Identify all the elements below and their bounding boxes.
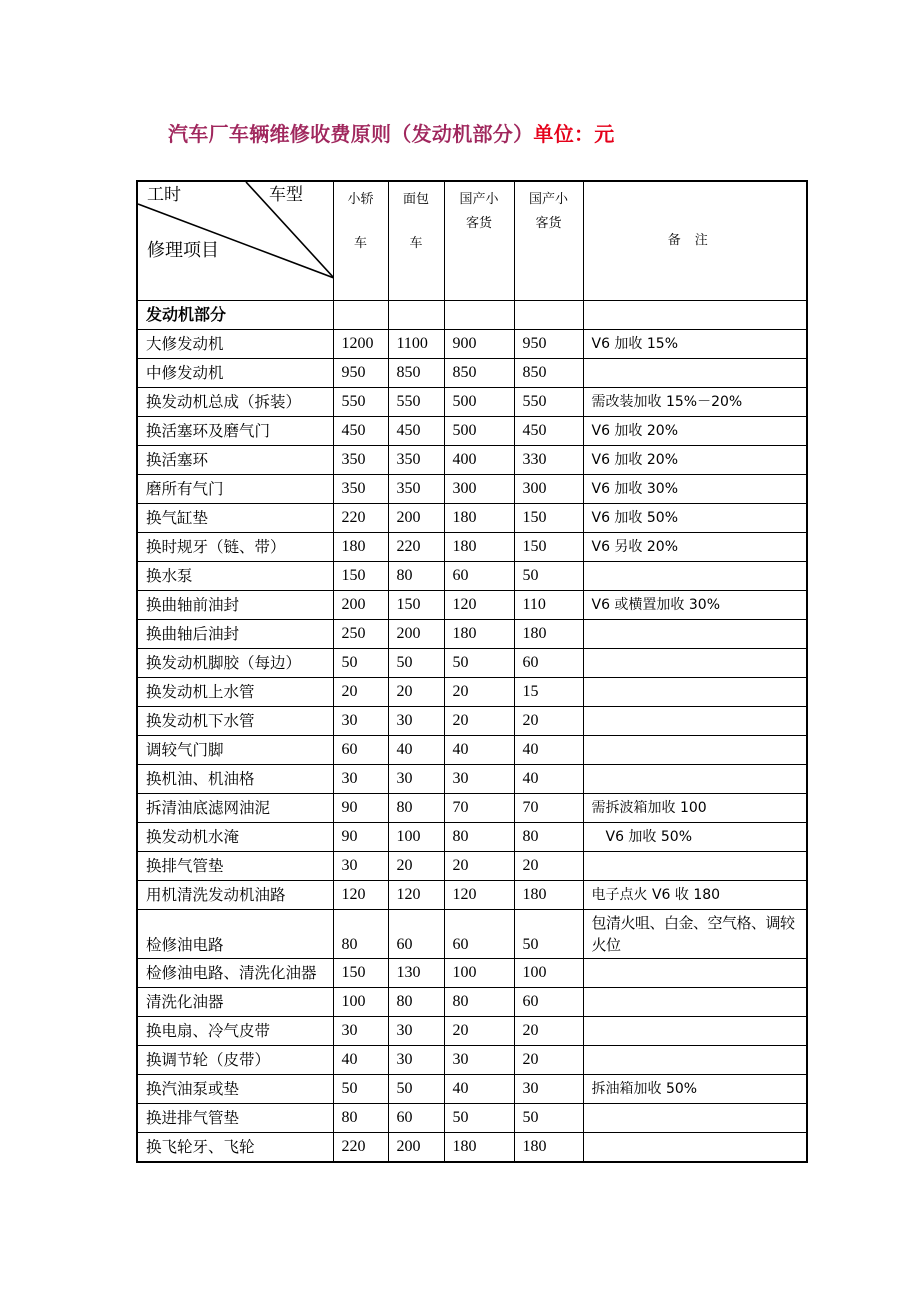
price-cell: 200 <box>388 620 444 649</box>
section-label: 发动机部分 <box>137 301 333 330</box>
price-cell: 60 <box>444 910 514 959</box>
repair-item-cell: 换活塞环 <box>137 446 333 475</box>
price-cell: 250 <box>333 620 388 649</box>
price-cell: 500 <box>444 388 514 417</box>
remark-cell <box>583 1017 807 1046</box>
table-header-row <box>137 181 807 301</box>
price-cell: 300 <box>514 475 583 504</box>
price-cell: 20 <box>514 1046 583 1075</box>
price-cell: 30 <box>388 707 444 736</box>
remark-cell: 包清火咀、白金、空气格、调较火位 <box>583 910 807 959</box>
price-cell: 120 <box>333 881 388 910</box>
price-cell: 30 <box>333 765 388 794</box>
price-cell: 30 <box>388 1017 444 1046</box>
column-header-line1: 小轿 <box>347 192 374 207</box>
price-cell: 150 <box>333 562 388 591</box>
table-row <box>137 1133 807 1163</box>
table-row <box>137 562 807 591</box>
price-cell: 40 <box>444 736 514 765</box>
repair-item-cell: 换发动机总成（拆装） <box>137 388 333 417</box>
remark-cell: 电子点火 V6 收 180 <box>583 881 807 910</box>
price-cell: 550 <box>333 388 388 417</box>
remark-cell: V6 加收 30% <box>583 475 807 504</box>
table-row <box>137 736 807 765</box>
remark-cell <box>583 1133 807 1163</box>
remark-cell <box>583 359 807 388</box>
price-cell: 120 <box>444 881 514 910</box>
price-cell: 180 <box>444 1133 514 1163</box>
table-row <box>137 1046 807 1075</box>
price-cell: 80 <box>444 823 514 852</box>
price-cell: 100 <box>388 823 444 852</box>
price-cell: 180 <box>514 881 583 910</box>
price-cell: 20 <box>388 678 444 707</box>
table-row <box>137 678 807 707</box>
repair-item-cell: 换时规牙（链、带） <box>137 533 333 562</box>
repair-item-cell: 检修油电路 <box>137 910 333 959</box>
repair-item-cell: 用机清洗发动机油路 <box>137 881 333 910</box>
price-cell: 330 <box>514 446 583 475</box>
repair-item-cell: 换汽油泵或垫 <box>137 1075 333 1104</box>
table-row <box>137 988 807 1017</box>
remark-cell <box>583 707 807 736</box>
price-cell: 50 <box>333 649 388 678</box>
repair-item-cell: 换曲轴前油封 <box>137 591 333 620</box>
table-row <box>137 620 807 649</box>
price-cell: 550 <box>388 388 444 417</box>
price-cell: 130 <box>388 959 444 988</box>
remark-cell: V6 另收 20% <box>583 533 807 562</box>
price-cell: 60 <box>333 736 388 765</box>
price-cell: 500 <box>444 417 514 446</box>
remark-cell: V6 加收 20% <box>583 417 807 446</box>
price-cell: 350 <box>333 446 388 475</box>
price-cell: 80 <box>333 910 388 959</box>
price-cell: 180 <box>514 620 583 649</box>
column-header-sedan <box>333 181 388 301</box>
price-cell: 850 <box>514 359 583 388</box>
header-vehicle-type-label: 车型 <box>269 185 303 205</box>
repair-item-cell: 换发动机水淹 <box>137 823 333 852</box>
remark-cell <box>583 1046 807 1075</box>
remark-cell <box>583 736 807 765</box>
table-row <box>137 881 807 910</box>
price-cell: 900 <box>444 330 514 359</box>
price-cell: 30 <box>388 1046 444 1075</box>
price-cell: 450 <box>514 417 583 446</box>
remark-cell <box>583 959 807 988</box>
price-cell: 100 <box>333 988 388 1017</box>
header-repair-item-label: 修理项目 <box>147 240 219 261</box>
price-cell: 20 <box>444 707 514 736</box>
price-cell: 70 <box>514 794 583 823</box>
repair-item-cell: 检修油电路、清洗化油器 <box>137 959 333 988</box>
repair-item-cell: 中修发动机 <box>137 359 333 388</box>
price-cell: 200 <box>333 591 388 620</box>
price-cell: 180 <box>444 620 514 649</box>
price-cell: 200 <box>388 504 444 533</box>
column-header-line1: 面包 <box>402 192 429 207</box>
price-cell: 450 <box>333 417 388 446</box>
price-cell: 40 <box>444 1075 514 1104</box>
price-cell: 30 <box>333 707 388 736</box>
price-cell: 20 <box>444 852 514 881</box>
repair-item-cell: 换调节轮（皮带） <box>137 1046 333 1075</box>
price-cell: 80 <box>388 988 444 1017</box>
price-cell: 950 <box>514 330 583 359</box>
price-cell: 30 <box>333 1017 388 1046</box>
repair-item-cell: 换电扇、冷气皮带 <box>137 1017 333 1046</box>
table-row <box>137 446 807 475</box>
price-cell: 60 <box>514 649 583 678</box>
repair-item-cell: 换排气管垫 <box>137 852 333 881</box>
price-cell: 550 <box>514 388 583 417</box>
table-row <box>137 910 807 959</box>
price-cell: 70 <box>444 794 514 823</box>
price-cell: 150 <box>388 591 444 620</box>
price-cell: 850 <box>444 359 514 388</box>
price-cell: 90 <box>333 823 388 852</box>
table-row <box>137 417 807 446</box>
price-cell: 180 <box>444 504 514 533</box>
price-cell: 20 <box>388 852 444 881</box>
price-cell: 50 <box>514 1104 583 1133</box>
repair-item-cell: 磨所有气门 <box>137 475 333 504</box>
price-cell: 60 <box>388 910 444 959</box>
price-cell: 80 <box>333 1104 388 1133</box>
price-cell: 50 <box>444 1104 514 1133</box>
table-row <box>137 330 807 359</box>
price-cell: 60 <box>444 562 514 591</box>
price-cell: 20 <box>444 1017 514 1046</box>
price-cell: 50 <box>388 649 444 678</box>
remark-cell: V6 加收 50% <box>583 504 807 533</box>
table-row <box>137 823 807 852</box>
remark-cell <box>583 1104 807 1133</box>
price-cell: 110 <box>514 591 583 620</box>
table-row <box>137 852 807 881</box>
price-cell: 120 <box>444 591 514 620</box>
section-row <box>137 301 807 330</box>
price-cell: 950 <box>333 359 388 388</box>
price-cell: 30 <box>388 765 444 794</box>
price-cell: 60 <box>514 988 583 1017</box>
price-cell: 1200 <box>333 330 388 359</box>
repair-item-cell: 换水泵 <box>137 562 333 591</box>
price-cell: 50 <box>444 649 514 678</box>
price-cell: 20 <box>514 1017 583 1046</box>
table-row <box>137 1075 807 1104</box>
column-header-domestic-light-b <box>514 181 583 301</box>
price-cell: 850 <box>388 359 444 388</box>
table-row <box>137 1104 807 1133</box>
repair-item-cell: 调较气门脚 <box>137 736 333 765</box>
price-cell: 80 <box>388 794 444 823</box>
price-cell: 220 <box>388 533 444 562</box>
price-cell: 350 <box>388 475 444 504</box>
column-header-domestic-light-a <box>444 181 514 301</box>
repair-item-cell: 换活塞环及磨气门 <box>137 417 333 446</box>
remark-cell: V6 或横置加收 30% <box>583 591 807 620</box>
column-header-line2: 车 <box>409 236 423 251</box>
table-row <box>137 765 807 794</box>
repair-item-cell: 换气缸垫 <box>137 504 333 533</box>
remark-cell: 需拆波箱加收 100 <box>583 794 807 823</box>
table-row <box>137 707 807 736</box>
header-labor-label: 工时 <box>147 185 181 205</box>
table-row <box>137 794 807 823</box>
price-cell: 40 <box>333 1046 388 1075</box>
remark-cell: V6 加收 20% <box>583 446 807 475</box>
diagonal-header-cell <box>137 181 333 301</box>
price-cell: 40 <box>388 736 444 765</box>
price-cell: 120 <box>388 881 444 910</box>
price-cell: 220 <box>333 1133 388 1163</box>
table-row <box>137 504 807 533</box>
column-header-remarks: 备注 <box>583 181 807 301</box>
table-row <box>137 649 807 678</box>
repair-item-cell: 大修发动机 <box>137 330 333 359</box>
price-cell: 30 <box>333 852 388 881</box>
price-cell: 100 <box>444 959 514 988</box>
repair-item-cell: 换发动机上水管 <box>137 678 333 707</box>
price-cell: 20 <box>514 707 583 736</box>
price-cell: 220 <box>333 504 388 533</box>
price-cell: 80 <box>514 823 583 852</box>
price-cell: 30 <box>444 1046 514 1075</box>
column-header-line1: 国产小 <box>528 192 568 207</box>
repair-item-cell: 换曲轴后油封 <box>137 620 333 649</box>
price-cell: 80 <box>444 988 514 1017</box>
column-header-line2: 客货 <box>465 216 492 231</box>
price-cell: 90 <box>333 794 388 823</box>
fee-table <box>136 180 808 1163</box>
repair-item-cell: 换机油、机油格 <box>137 765 333 794</box>
title-main: 汽车厂车辆维修收费原则（发动机部分） <box>168 122 534 146</box>
remark-cell <box>583 765 807 794</box>
price-cell: 150 <box>333 959 388 988</box>
price-cell: 50 <box>333 1075 388 1104</box>
price-cell: 40 <box>514 765 583 794</box>
price-cell: 150 <box>514 533 583 562</box>
repair-item-cell: 拆清油底滤网油泥 <box>137 794 333 823</box>
repair-item-cell: 换进排气管垫 <box>137 1104 333 1133</box>
repair-item-cell: 清洗化油器 <box>137 988 333 1017</box>
column-header-van <box>388 181 444 301</box>
price-cell: 200 <box>388 1133 444 1163</box>
remark-cell <box>583 620 807 649</box>
table-row <box>137 533 807 562</box>
price-cell: 150 <box>514 504 583 533</box>
table-row <box>137 959 807 988</box>
table-row <box>137 1017 807 1046</box>
price-cell: 20 <box>444 678 514 707</box>
document-title <box>168 118 615 150</box>
price-cell: 50 <box>514 562 583 591</box>
price-cell: 350 <box>388 446 444 475</box>
remark-cell <box>583 649 807 678</box>
price-cell: 50 <box>514 910 583 959</box>
repair-item-cell: 换飞轮牙、飞轮 <box>137 1133 333 1163</box>
price-cell: 100 <box>514 959 583 988</box>
remark-cell <box>583 678 807 707</box>
price-cell: 15 <box>514 678 583 707</box>
price-cell: 350 <box>333 475 388 504</box>
price-cell: 1100 <box>388 330 444 359</box>
price-cell: 400 <box>444 446 514 475</box>
price-cell: 30 <box>514 1075 583 1104</box>
remark-cell: 需改装加收 15%－20% <box>583 388 807 417</box>
price-cell: 20 <box>333 678 388 707</box>
repair-item-cell: 换发动机下水管 <box>137 707 333 736</box>
price-cell: 300 <box>444 475 514 504</box>
price-cell: 60 <box>388 1104 444 1133</box>
price-cell: 180 <box>514 1133 583 1163</box>
remark-cell: 拆油箱加收 50% <box>583 1075 807 1104</box>
repair-item-cell: 换发动机脚胶（每边） <box>137 649 333 678</box>
table-row <box>137 388 807 417</box>
table-row <box>137 475 807 504</box>
table-row <box>137 591 807 620</box>
price-cell: 50 <box>388 1075 444 1104</box>
remark-cell: V6 加收 15% <box>583 330 807 359</box>
price-cell: 80 <box>388 562 444 591</box>
table-row <box>137 359 807 388</box>
column-header-line1: 国产小 <box>459 192 499 207</box>
title-unit: 单位：元 <box>533 122 615 146</box>
price-cell: 450 <box>388 417 444 446</box>
remark-cell: V6 加收 50% <box>583 823 807 852</box>
price-cell: 180 <box>333 533 388 562</box>
column-header-line2: 客货 <box>535 216 562 231</box>
remark-cell <box>583 988 807 1017</box>
remark-cell <box>583 562 807 591</box>
price-cell: 20 <box>514 852 583 881</box>
price-cell: 30 <box>444 765 514 794</box>
column-header-line2: 车 <box>353 236 367 251</box>
price-cell: 180 <box>444 533 514 562</box>
remark-cell <box>583 852 807 881</box>
price-cell: 40 <box>514 736 583 765</box>
